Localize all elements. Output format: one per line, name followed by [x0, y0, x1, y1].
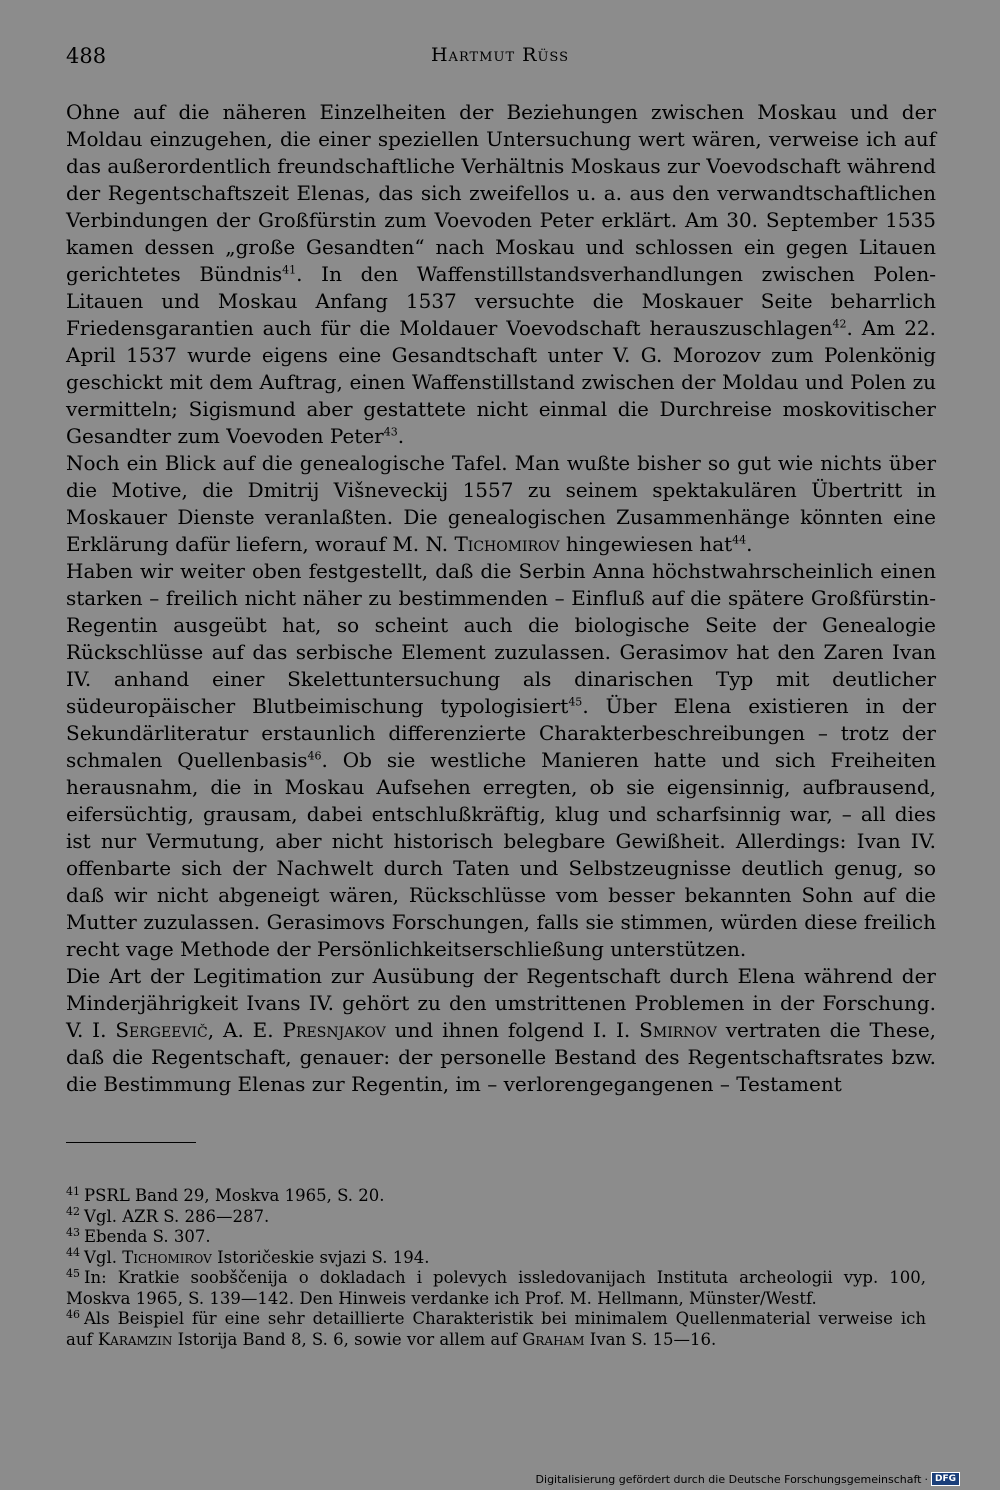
main-text	[66, 99, 936, 1098]
footnote-46: $^{46}$ Als Beispiel für eine sehr detaillierte Charakteristik bei minimalem Quellenmaterial verweise ich auf Karamzin Istorija Band 8, S. 6, sowie vor allem auf Graham Ivan S. 15—16.	[66, 1307, 926, 1349]
footnote-ref[interactable]: 45	[568, 695, 583, 709]
paragraph-serbian-influence: Haben wir weiter oben festgestellt, daß die Serbin Anna höchstwahrscheinlich einen starken – freilich nicht näher zu bestimmenden – Einfluß auf die spätere Großfürstin-Regentin ausgeübt hat, so scheint auch die biologische Seite der Genealogie Rückschlüsse auf das serbische Element zuzulassen. Gerasimov hat den Zaren Ivan IV. anhand einer Skelettuntersuchung als dinarischen Typ mit deutlicher südeuropäischer Blutbeimischung typologisiert$^{45}$. Über Elena existieren in der Sekundärliteratur erstaunlich differenzierte Charakterbeschreibungen – trotz der schmalen Quellenbasis$^{46}$. Ob sie westliche Manieren hatte und sich Freiheiten herausnahm, die in Moskau Aufsehen erregten, ob sie eigensinnig, aufbrausend, eifersüchtig, grausam, dabei entschlußkräftig, klug und scharfsinnig war, – all dies ist nur Vermutung, aber nicht historisch belegbare Gewißheit. Allerdings: Ivan IV. offenbarte sich der Nachwelt durch Taten und Selbstzeugnisse deutlich genug, so daß wir nicht abgeneigt wären, Rückschlüsse vom besser bekannten Sohn auf die Mutter zuzulassen. Gerasimovs Forschungen, falls sie stimmen, würden diese freilich recht vage Methode der Persönlichkeitserschließung unterstützen.	[66, 559, 937, 961]
paragraph-moldau: Ohne auf die näheren Einzelheiten der Beziehungen zwischen Moskau und der Moldau einzugehen, die einer speziellen Untersuchung wert wären, verweise ich auf das außerordentlich freundschaftliche Verhältnis Moskaus zur Voevodschaft während der Regentschaftszeit Elenas, das sich zweifellos u. a. aus den verwandtschaftlichen Verbindungen der Großfürstin zum Voevoden Peter erklärt. Am 30. September 1535 kamen dessen „große Gesandten“ nach Moskau und schlossen ein gegen Litauen gerichtetes Bündnis$^{41}$. In den Waffenstillstandsverhandlungen zwischen Polen-Litauen und Moskau Anfang 1537 versuchte die Moskauer Seite beharrlich Friedensgarantien auch für die Moldauer Voevodschaft herauszuschlagen$^{42}$. Am 22. April 1537 wurde eigens eine Gesandtschaft unter V. G. Morozov zum Polenkönig geschickt mit dem Auftrag, einen Waffenstillstand zwischen der Moldau und Polen zu vermitteln; Sigismund aber gestattete nicht einmal die Durchreise moskovitischer Gesandter zum Voevoden Peter$^{43}$.	[66, 100, 936, 448]
footnote-42: $^{42}$ Vgl. AZR S. 286—287.	[66, 1205, 270, 1226]
footnote-ref[interactable]: 46	[307, 749, 322, 763]
credit-text: Digitalisierung gefördert durch die Deutsche Forschungsgemeinschaft	[535, 1472, 922, 1486]
footnote-ref[interactable]: 43	[383, 425, 398, 439]
footnote-divider	[66, 1142, 196, 1143]
footnote-41: $^{41}$ PSRL Band 29, Moskva 1965, S. 20.	[66, 1184, 385, 1205]
paragraph-legitimation: Die Art der Legitimation zur Ausübung der Regentschaft durch Elena während der Minderjährigkeit Ivans IV. gehört zu den umstrittenen Problemen in der Forschung. V. I. Sergeevič, A. E. Presnjakov und ihnen folgend I. I. Smirnov vertraten die These, daß die Regentschaft, genauer: der personelle Bestand des Regentschaftsrates bzw. die Bestimmung Elenas zur Regentin, im – verlorengegangenen – Testament	[66, 964, 937, 1096]
footnote-ref[interactable]: 42	[832, 317, 847, 331]
running-head: Hartmut Rüss	[430, 44, 569, 66]
dfg-logo-icon: DFG	[931, 1472, 960, 1486]
footnotes	[66, 1186, 926, 1350]
footnote-45: $^{45}$ In: Kratkie soobščenija o dokladach i polevych issledovanijach Instituta archeologii vyp. 100, Moskva 1965, S. 139—142. Den Hinweis verdanke ich Prof. M. Hellmann, Münster/Westf.	[66, 1266, 926, 1308]
footnote-ref[interactable]: 44	[732, 533, 747, 547]
paragraph-genealogy: Noch ein Blick auf die genealogische Tafel. Man wußte bisher so gut wie nichts über die Motive, die Dmitrij Višneveckij 1557 zu seinem spektakulären Übertritt in Moskauer Dienste veranlaßten. Die genealogischen Zusammenhänge könnten eine Erklärung dafür liefern, worauf M. N. Tichomirov hingewiesen hat$^{44}$.	[66, 451, 936, 556]
footnote-44: $^{44}$ Vgl. Tichomirov Istoričeskie svjazi S. 194.	[66, 1246, 430, 1267]
footnote-ref[interactable]: 41	[282, 263, 297, 277]
page-number: 488	[66, 44, 107, 68]
digitization-credit: Digitalisierung gefördert durch die Deutsche Forschungsgemeinschaft · DFG	[536, 1472, 960, 1486]
footnote-43: $^{43}$ Ebenda S. 307.	[66, 1225, 211, 1246]
